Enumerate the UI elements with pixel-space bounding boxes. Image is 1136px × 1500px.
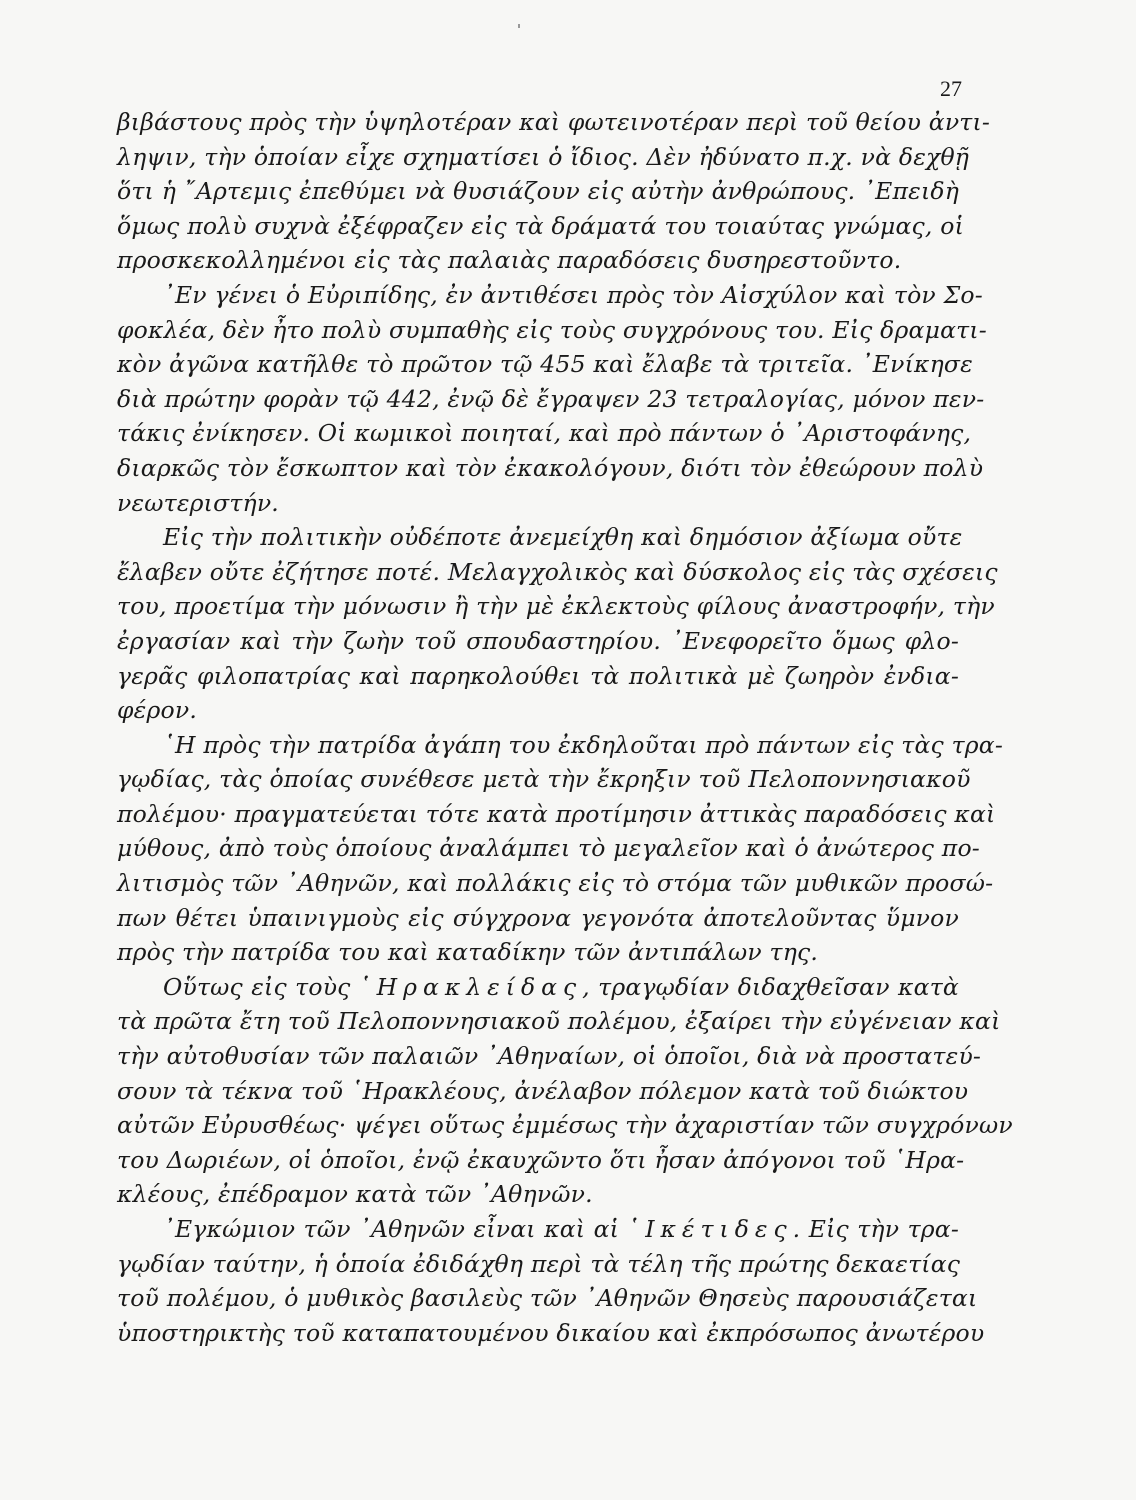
text-line: πολέμου· πραγματεύεται τότε κατὰ προτίμησιν ἀττικὰς παραδόσεις καὶ bbox=[117, 799, 996, 828]
text-line: του, προετίμα τὴν μόνωσιν ἢ τὴν μὲ ἐκλεκτοὺς φίλους ἀναστροφήν, τὴν bbox=[117, 592, 995, 621]
text-line: ὅμως πολὺ συχνὰ ἐξέφραζεν εἰς τὰ δράματά του τοιαύτας γνώμας, οἱ bbox=[117, 211, 964, 240]
text-line: ληψιν, τὴν ὁποίαν εἶχε σχηματίσει ὁ ἴδιος. Δὲν ἠδύνατο π.χ. νὰ δεχθῇ bbox=[117, 142, 970, 171]
text-line bbox=[117, 970, 959, 1005]
paragraph bbox=[117, 278, 987, 520]
text-line: κλέους, ἐπέδραμον κατὰ τῶν ᾿Αθηνῶν. bbox=[117, 1180, 593, 1209]
text-line: ἔλαβεν οὔτε ἐζήτησε ποτέ. Μελαγχολικὸς καὶ δύσκολος εἰς τὰς σχέσεις bbox=[117, 557, 998, 586]
text-segment: ᾿Εγκώμιον τῶν ᾿Αθηνῶν εἶναι καὶ αἱ bbox=[163, 1215, 628, 1243]
paragraph bbox=[117, 1212, 985, 1350]
text-line: νεωτεριστήν. bbox=[117, 488, 279, 517]
text-line: βιβάστους πρὸς τὴν ὑψηλοτέραν καὶ φωτεινοτέραν περὶ τοῦ θείου ἀντι- bbox=[117, 108, 991, 136]
text-line: σουν τὰ τέκνα τοῦ ῾Ηρακλέους, ἀνέλαβον πόλεμον κατὰ τοῦ διώκτου bbox=[117, 1076, 969, 1105]
work-title: ῾Ικέτιδες bbox=[627, 1215, 793, 1243]
text-line bbox=[117, 1212, 959, 1247]
text-line: πων θέτει ὑπαινιγμοὺς εἰς σύγχρονα γεγονότα ἀποτελοῦντας ὕμνον bbox=[117, 903, 959, 932]
paragraph bbox=[117, 970, 1013, 1212]
paragraph bbox=[117, 520, 998, 728]
text-line: τὴν αὐτοθυσίαν τῶν παλαιῶν ᾿Αθηναίων, οἱ ὁποῖοι, διὰ νὰ προστατεύ- bbox=[117, 1042, 982, 1071]
text-line: τοῦ πολέμου, ὁ μυθικὸς βασιλεὺς τῶν ᾿Αθηνῶν Θησεὺς παρουσιάζεται bbox=[117, 1284, 978, 1313]
text-line: του Δωριέων, οἱ ὁποῖοι, ἐνῷ ἐκαυχῶντο ὅτι ἦσαν ἀπόγονοι τοῦ ῾Ηρα- bbox=[117, 1145, 965, 1174]
text-line: αὐτῶν Εὐρυσθέως· ψέγει οὕτως ἐμμέσως τὴν ἀχαριστίαν τῶν συγχρόνων bbox=[117, 1111, 1013, 1140]
text-line: γερᾶς φιλοπατρίας καὶ παρηκολούθει τὰ πολιτικὰ μὲ ζωηρὸν ἐνδια- bbox=[117, 661, 959, 690]
text-line: γῳδίαν ταύτην, ἡ ὁποία ἐδιδάχθη περὶ τὰ τέλη τῆς πρώτης δεκαετίας bbox=[117, 1249, 961, 1278]
text-line: πρὸς τὴν πατρίδα του καὶ καταδίκην τῶν ἀντιπάλων της. bbox=[117, 938, 819, 967]
text-line: φέρον. bbox=[117, 696, 197, 725]
work-title: ῾Ηρακλείδας bbox=[358, 972, 583, 1001]
paragraph bbox=[117, 105, 991, 278]
text-line: ῾Η πρὸς τὴν πατρίδα ἀγάπη του ἐκδηλοῦται πρὸ πάντων εἰς τὰς τρα- bbox=[163, 730, 1004, 759]
text-segment: , τραγῳδίαν διδαχθεῖσαν κατὰ bbox=[582, 972, 959, 1001]
text-line: λιτισμὸς τῶν ᾿Αθηνῶν, καὶ πολλάκις εἰς τὸ στόμα τῶν μυθικῶν προσώ- bbox=[117, 869, 994, 898]
text-segment: Οὕτως εἰς τοὺς bbox=[163, 972, 359, 1001]
scan-speck bbox=[518, 24, 520, 28]
text-line: φοκλέα, δὲν ἦτο πολὺ συμπαθὴς εἰς τοὺς συγχρόνους του. Εἰς δραματι- bbox=[117, 315, 987, 344]
text-line: διαρκῶς τὸν ἔσκωπτον καὶ τὸν ἐκακολόγουν, διότι τὸν ἐθεώρουν πολὺ bbox=[117, 453, 984, 482]
text-line: διὰ πρώτην φορὰν τῷ 442, ἐνῷ δὲ ἔγραψεν 23 τετραλογίας, μόνον πεν- bbox=[117, 384, 985, 413]
text-line: μύθους, ἀπὸ τοὺς ὁποίους ἀναλάμπει τὸ μεγαλεῖον καὶ ὁ ἀνώτερος πο- bbox=[117, 834, 980, 863]
text-line: ὅτι ἡ ῎Αρτεμις ἐπεθύμει νὰ θυσιάζουν εἰς αὐτὴν ἀνθρώπους. ᾿Επειδὴ bbox=[117, 177, 959, 206]
text-line: προσκεκολλημένοι εἰς τὰς παλαιὰς παραδόσεις δυσηρεστοῦντο. bbox=[117, 246, 902, 275]
text-line: κὸν ἀγῶνα κατῆλθε τὸ πρῶτον τῷ 455 καὶ ἔλαβε τὰ τριτεῖα. ᾿Ενίκησε bbox=[117, 350, 973, 379]
text-line: ᾿Εν γένει ὁ Εὐριπίδης, ἐν ἀντιθέσει πρὸς τὸν Αἰσχύλον καὶ τὸν Σο- bbox=[163, 280, 983, 309]
text-line: ἐργασίαν καὶ τὴν ζωὴν τοῦ σπουδαστηρίου. ᾿Ενεφορεῖτο ὅμως φλο- bbox=[117, 626, 959, 655]
text-line: γῳδίας, τὰς ὁποίας συνέθεσε μετὰ τὴν ἔκρηξιν τοῦ Πελοποννησιακοῦ bbox=[117, 765, 971, 794]
page-number: 27 bbox=[940, 76, 962, 101]
text-line: ὑποστηρικτὴς τοῦ καταπατουμένου δικαίου καὶ ἐκπρόσωπος ἀνωτέρου bbox=[117, 1318, 985, 1347]
text-line: τὰ πρῶτα ἔτη τοῦ Πελοποννησιακοῦ πολέμου, ἐξαίρει τὴν εὐγένειαν καὶ bbox=[117, 1007, 1001, 1036]
body-text bbox=[117, 105, 1013, 1350]
text-line: Εἰς τὴν πολιτικὴν οὐδέποτε ἀνεμείχθη καὶ δημόσιον ἀξίωμα οὔτε bbox=[163, 523, 963, 552]
text-line: τάκις ἐνίκησεν. Οἱ κωμικοὶ ποιηταί, καὶ πρὸ πάντων ὁ ᾿Αριστοφάνης, bbox=[117, 419, 972, 448]
text-segment: . Εἰς τὴν τρα- bbox=[792, 1215, 959, 1243]
paragraph bbox=[117, 728, 1004, 970]
